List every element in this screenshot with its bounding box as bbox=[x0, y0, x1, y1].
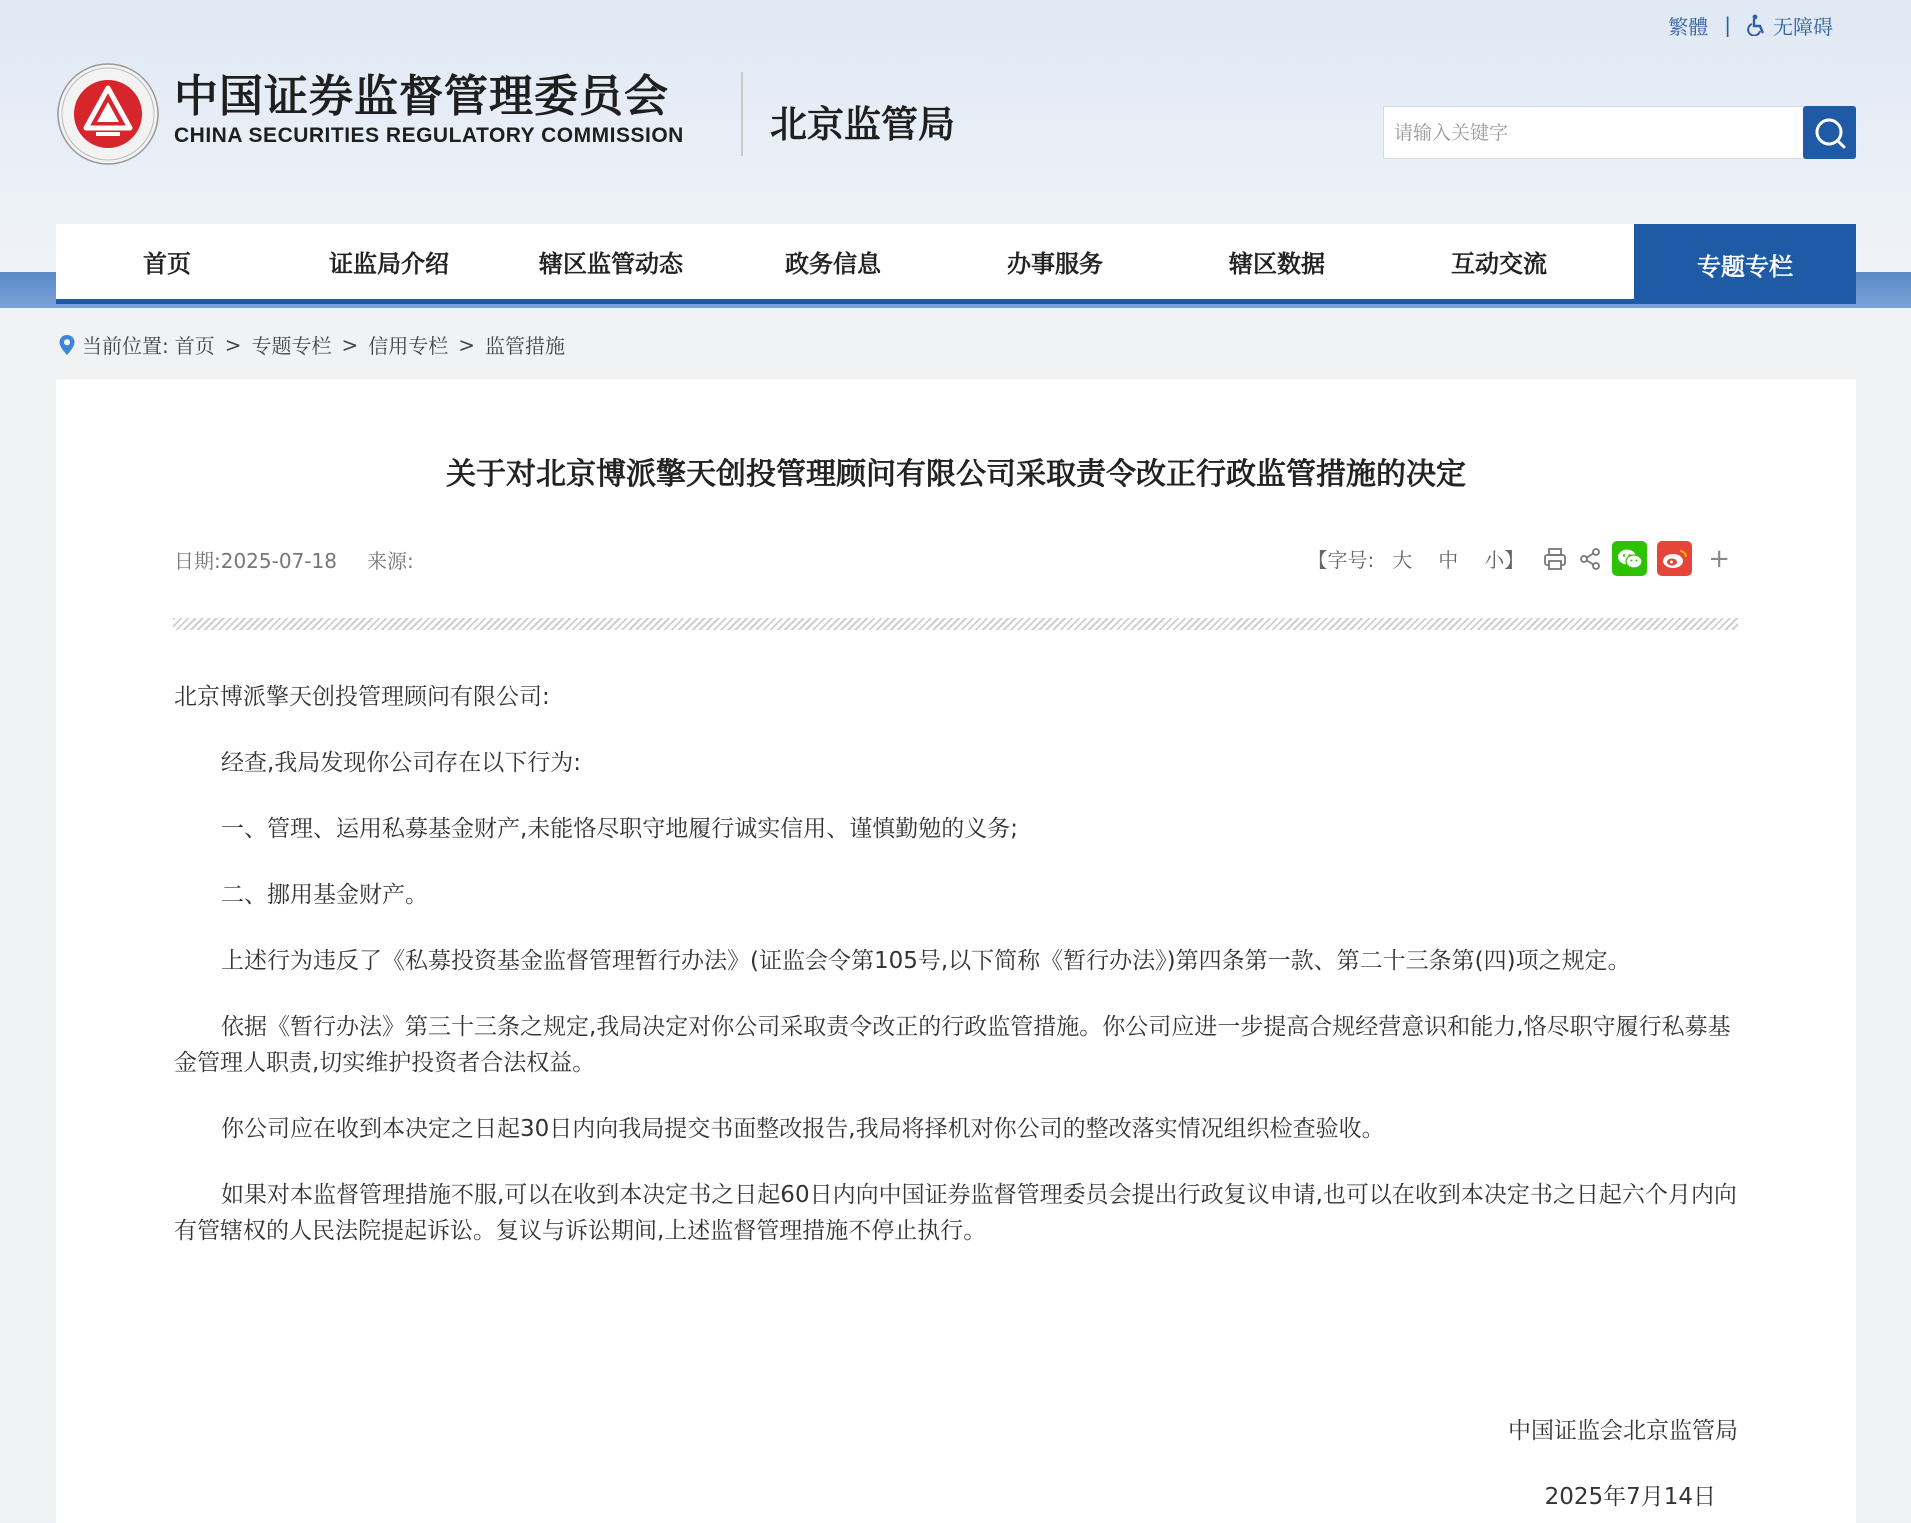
print-icon[interactable] bbox=[1542, 546, 1568, 572]
more-share-button[interactable]: + bbox=[1708, 543, 1730, 574]
nav-item-services[interactable]: 办事服务 bbox=[1007, 250, 1103, 278]
article-paragraph: 上述行为违反了《私募投资基金监督管理暂行办法》(证监会令第105号,以下简称《暂行办法》)第四条第一款、第二十三条第(四)项之规定。 bbox=[221, 948, 1631, 974]
main-nav bbox=[56, 224, 1856, 304]
top-links bbox=[1668, 10, 1833, 40]
article-paragraph: 一、管理、运用私募基金财产,未能恪尽职守地履行诚实信用、谨慎勤勉的义务; bbox=[221, 816, 1019, 842]
weibo-share-button[interactable] bbox=[1657, 541, 1692, 576]
title-divider bbox=[173, 618, 1738, 630]
article-tools bbox=[1307, 541, 1730, 576]
search-button[interactable] bbox=[1803, 106, 1856, 159]
nav-item-regulatory-news[interactable]: 辖区监管动态 bbox=[539, 250, 683, 278]
breadcrumb-regulatory-measures[interactable]: 监管措施 bbox=[485, 334, 566, 358]
font-size-small[interactable]: 小】 bbox=[1484, 548, 1525, 572]
search-icon bbox=[1813, 116, 1847, 150]
article-paragraph: 二、挪用基金财产。 bbox=[221, 882, 428, 908]
brand-chinese-name: 中国证券监督管理委员会 bbox=[174, 71, 669, 122]
article-date: 日期:2025-07-18 bbox=[174, 549, 337, 573]
nav-item-interaction[interactable]: 互动交流 bbox=[1451, 250, 1547, 278]
article-panel bbox=[56, 379, 1856, 1523]
share-icon[interactable] bbox=[1578, 547, 1602, 571]
traditional-chinese-link[interactable]: 繁體 bbox=[1668, 14, 1709, 39]
brand-block bbox=[174, 72, 684, 148]
accessibility-link[interactable] bbox=[1747, 11, 1833, 40]
bureau-name: 北京监管局 bbox=[770, 103, 955, 146]
article-paragraph: 北京博派擎天创投管理顾问有限公司: bbox=[174, 684, 550, 710]
article-source: 来源: bbox=[366, 549, 414, 573]
csrc-logo[interactable] bbox=[56, 62, 160, 166]
brand-divider bbox=[741, 72, 743, 156]
nav-item-government-info[interactable]: 政务信息 bbox=[785, 250, 881, 278]
breadcrumb-label: 当前位置: bbox=[82, 334, 169, 358]
article-body bbox=[174, 679, 1739, 1279]
breadcrumb-home[interactable]: 首页 bbox=[174, 334, 215, 358]
wheelchair-icon bbox=[1747, 14, 1767, 36]
breadcrumb-separator: > bbox=[224, 332, 242, 357]
search-box bbox=[1383, 106, 1856, 159]
wechat-share-button[interactable] bbox=[1612, 541, 1647, 576]
article-paragraph: 你公司应在收到本决定之日起30日内向我局提交书面整改报告,我局将择机对你公司的整改落实情况组织检查验收。 bbox=[221, 1116, 1385, 1142]
signature-date: 2025年7月14日 bbox=[1544, 1484, 1716, 1510]
nav-item-home[interactable]: 首页 bbox=[143, 250, 191, 278]
brand-english-name: CHINA SECURITIES REGULATORY COMMISSION bbox=[174, 124, 684, 147]
article-title: 关于对北京博派擎天创投管理顾问有限公司采取责令改正行政监管措施的决定 bbox=[446, 457, 1466, 492]
font-size-label: 【字号: bbox=[1307, 548, 1375, 572]
breadcrumb-separator: > bbox=[341, 332, 359, 357]
wechat-icon bbox=[1617, 548, 1643, 570]
article-paragraph: 经查,我局发现你公司存在以下行为: bbox=[221, 750, 582, 776]
article-paragraph: 如果对本监督管理措施不服,可以在收到本决定书之日起60日内向中国证券监督管理委员会提出行政复议申请,也可以在收到本决定书之日起六个月内向有管辖权的人民法院提起诉讼。复议与诉讼期间,上述监督管理措施不停止执行。 bbox=[174, 1182, 1737, 1244]
nav-item-bureau-intro[interactable]: 证监局介绍 bbox=[329, 250, 449, 278]
font-size-large[interactable]: 大 bbox=[1392, 548, 1413, 572]
accessibility-label: 无障碍 bbox=[1773, 14, 1833, 39]
article-paragraph: 依据《暂行办法》第三十三条之规定,我局决定对你公司采取责令改正的行政监管措施。你公司应进一步提高合规经营意识和能力,恪尽职守履行私募基金管理人职责,切实维护投资者合法权益。 bbox=[174, 1014, 1731, 1076]
breadcrumb-special-topics[interactable]: 专题专栏 bbox=[251, 334, 332, 358]
font-size-medium[interactable]: 中 bbox=[1438, 548, 1459, 572]
top-links-separator: | bbox=[1724, 13, 1731, 37]
nav-item-district-data[interactable]: 辖区数据 bbox=[1229, 250, 1325, 278]
signature-organization: 中国证监会北京监管局 bbox=[1508, 1418, 1738, 1444]
breadcrumb-separator: > bbox=[458, 332, 476, 357]
location-pin-icon bbox=[58, 334, 76, 356]
article-meta bbox=[174, 545, 414, 574]
breadcrumb-credit-column[interactable]: 信用专栏 bbox=[368, 334, 449, 358]
nav-item-special-topics[interactable]: 专题专栏 bbox=[1634, 224, 1856, 304]
search-input[interactable] bbox=[1384, 107, 1803, 158]
breadcrumb bbox=[58, 330, 565, 359]
weibo-icon bbox=[1662, 548, 1688, 570]
